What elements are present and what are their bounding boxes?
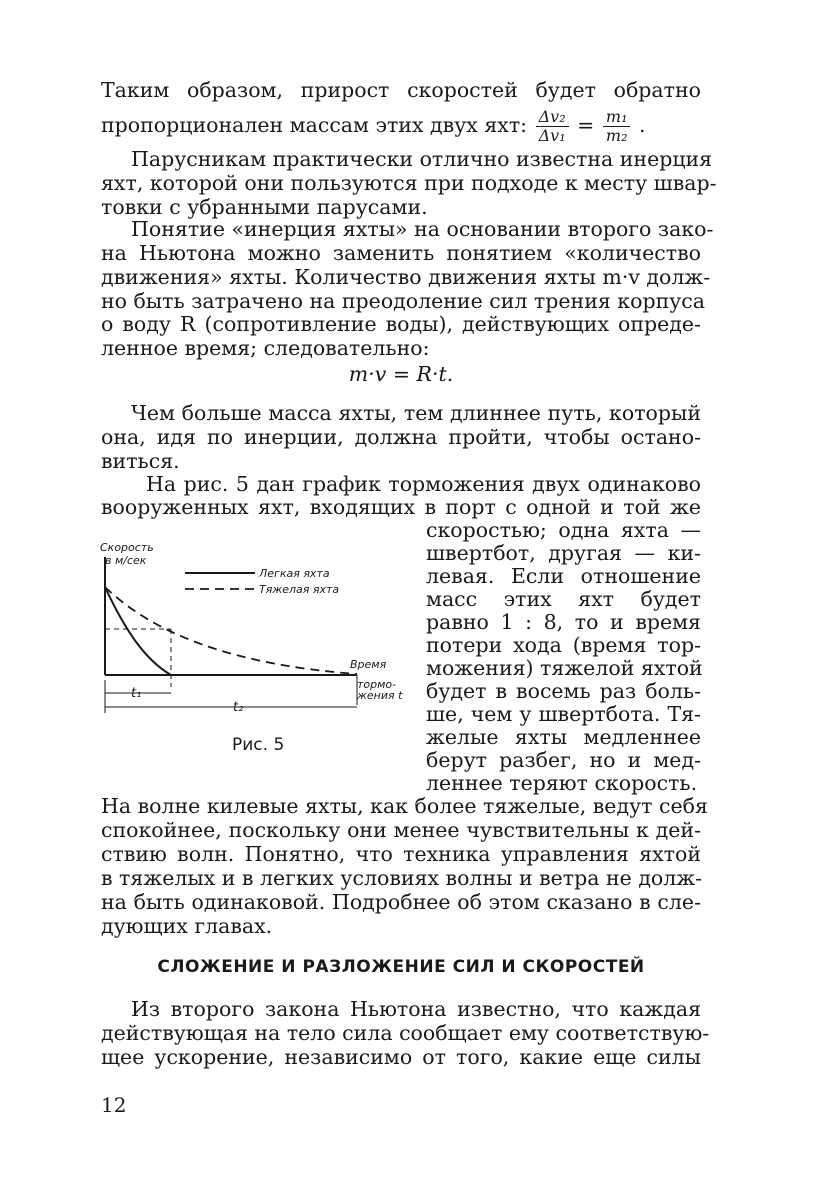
text-line: вооруженных яхт, входящих в порт с одной и той же — [101, 495, 701, 519]
equals-sign: = — [577, 113, 595, 137]
text-line: действующая на тело сила сообщает ему соответствую- — [101, 1021, 710, 1045]
legend-light-label: Легкая яхта — [259, 567, 330, 580]
x-axis-label-line2: тормо- — [357, 678, 397, 691]
numerator: Δv₂ — [536, 108, 569, 127]
text-line: Парусникам практически отлично известна инерция — [131, 147, 713, 171]
figure-caption: Рис. 5 — [232, 735, 285, 755]
text-line: можения) тяжелой яхтой — [426, 656, 703, 680]
legend-heavy-label: Тяжелая яхта — [259, 583, 340, 596]
x-axis-label-line1: Время — [350, 658, 387, 671]
text-line: на быть одинаковой. Подробнее об этом сказано в сле- — [101, 890, 701, 914]
text-line: щее ускорение, независимо от того, какие еще силы — [101, 1045, 701, 1069]
text-line: скоростью; одна яхта — — [426, 518, 701, 542]
text-line: масс этих яхт будет — [426, 587, 701, 611]
text-line: ствию волн. Понятно, что техника управления яхтой — [101, 842, 701, 866]
text-line: яхт, которой они пользуются при подходе к месту швар- — [101, 171, 717, 195]
heavy-yacht-curve — [105, 587, 357, 674]
y-axis-label-line1: Скорость — [100, 541, 154, 554]
text-line: спокойнее, поскольку они менее чувствительны к дей- — [101, 818, 701, 842]
text-line: На волне килевые яхты, как более тяжелые, ведут себя — [101, 794, 708, 818]
t2-label: t₂ — [233, 700, 244, 715]
text-line: леннее теряют скорость. — [426, 771, 698, 795]
text-line: будет в восемь раз боль- — [426, 679, 701, 703]
page-number: 12 — [101, 1093, 127, 1117]
numerator: m₁ — [603, 108, 631, 127]
text-line: движения» яхты. Количество движения яхты m·v долж- — [101, 265, 711, 289]
formula-fraction-right — [603, 108, 631, 145]
t1-label: t₁ — [131, 686, 142, 701]
formula-momentum: m·v = R·t. — [348, 362, 454, 386]
text-line: дующих главах. — [101, 914, 273, 938]
text-line: На рис. 5 дан график торможения двух одинаково — [146, 472, 701, 496]
braking-graph-svg — [95, 535, 420, 750]
text-line: берут разбег, но и мед- — [426, 748, 701, 772]
text-line: но быть затрачено на преодоление сил трения корпуса — [101, 289, 706, 313]
formula-fraction-left — [536, 108, 569, 145]
x-axis-label-line3: жения t — [357, 689, 403, 702]
light-yacht-curve — [105, 587, 171, 675]
text-line: ше, чем у швертбота. Тя- — [426, 702, 701, 726]
section-heading: СЛОЖЕНИЕ И РАЗЛОЖЕНИЕ СИЛ И СКОРОСТЕЙ — [157, 957, 645, 977]
text-line: на Ньютона можно заменить понятием «количество — [101, 241, 701, 265]
text-fragment: пропорционален массам этих двух яхт: — [101, 113, 528, 137]
text-line: желые яхты медленнее — [426, 725, 701, 749]
text-line — [101, 108, 646, 145]
text-line: виться. — [101, 449, 180, 473]
text-line: швертбот, другая — ки- — [426, 541, 701, 565]
text-line: она, идя по инерции, должна пройти, чтобы остано- — [101, 425, 701, 449]
text-line: о воду R (сопротивление воды), действующих опреде- — [101, 312, 701, 336]
text-line: ленное время; следовательно: — [101, 336, 430, 360]
text-line: Понятие «инерция яхты» на основании второго зако- — [131, 217, 714, 241]
denominator: m₂ — [605, 126, 628, 145]
text-line: в тяжелых и в легких условиях волны и ветра не долж- — [101, 866, 703, 890]
text-line: левая. Если отношение — [426, 564, 701, 588]
denominator: Δv₁ — [538, 126, 566, 145]
text-line: Таким образом, прирост скоростей будет обратно — [101, 78, 701, 102]
text-line: Из второго закона Ньютона известно, что каждая — [131, 997, 701, 1021]
period: . — [639, 113, 646, 137]
y-axis-label-line2: в м/сек — [105, 554, 147, 567]
text-line: товки с убранными парусами. — [101, 195, 428, 219]
text-line: Чем больше масса яхты, тем длиннее путь, который — [131, 401, 701, 425]
text-line: потери хода (время тор- — [426, 633, 701, 657]
text-line: равно 1 : 8, то и время — [426, 610, 701, 634]
